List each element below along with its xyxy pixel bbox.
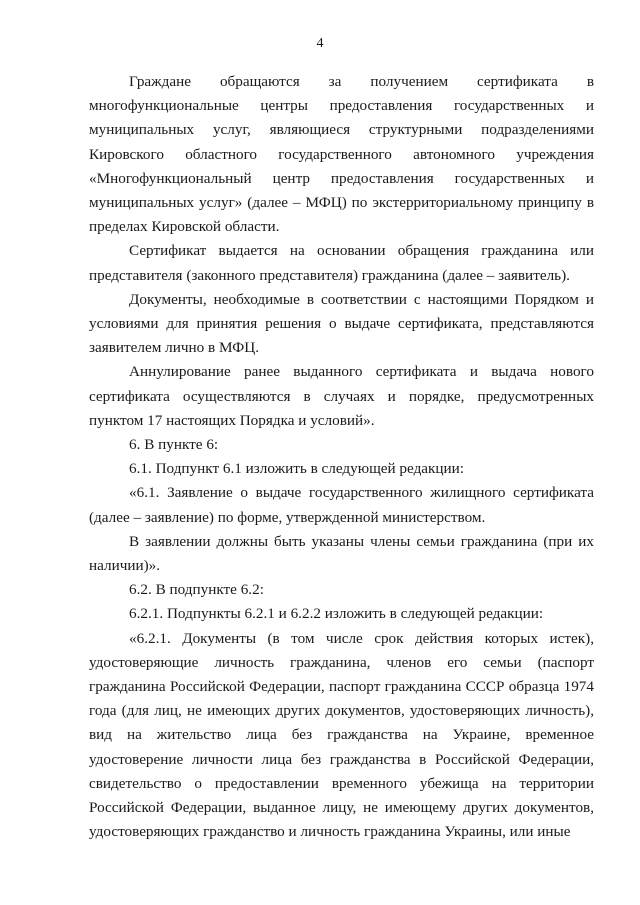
- paragraph: 6. В пункте 6:: [129, 436, 219, 454]
- paragraph: 6.2.1. Подпункты 6.2.1 и 6.2.2 изложить в следующей редакции:: [129, 605, 544, 623]
- paragraph: 6.2. В подпункте 6.2:: [129, 581, 264, 599]
- paragraph: Граждане обращаются за получением сертификата в многофункциональные центры предоставления государственных и муниципальных услуг, являющиеся структурными подразделениями Кировского областного государственного автономного учреждения «Многофункциональный центр предоставления государственных и муниципальных услуг» (далее – МФЦ) по экстерриториальному принципу в пределах Кировской области.: [89, 73, 594, 236]
- paragraph: Аннулирование ранее выданного сертификата и выдача нового сертификата осуществляются в случаях и порядке, предусмотренных пунктом 17 настоящих Порядка и условий».: [89, 363, 594, 429]
- paragraph: «6.1. Заявление о выдаче государственного жилищного сертификата (далее – заявление) по форме, утвержденной министерством.: [89, 484, 594, 526]
- paragraph: Сертификат выдается на основании обращения гражданина или представителя (законного представителя) гражданина (далее – заявитель).: [89, 242, 594, 284]
- paragraph: «6.2.1. Документы (в том числе срок действия которых истек), удостоверяющие личность гражданина, членов его семьи (паспорт гражданина Российской Федерации, паспорт гражданина СССР образца 1974 года (для лиц, не имеющих других документов, удостоверяющих личность), вид на жительство лица без гражданства на Украине, временное удостоверение личности лица без гражданства в Российской Федерации, свидетельство о предоставлении временного убежища на территории Российской Федерации, выданное лицу, не имеющему других документов, удостоверяющих гражданство и личность гражданина Украины, или иные: [89, 629, 594, 841]
- paragraph: 6.1. Подпункт 6.1 изложить в следующей редакции:: [129, 460, 465, 478]
- document-body: [89, 70, 594, 845]
- paragraph: В заявлении должны быть указаны члены семьи гражданина (при их наличии)».: [89, 532, 594, 575]
- page-number: 4: [316, 36, 324, 51]
- paragraph: Документы, необходимые в соответствии с настоящими Порядком и условиями для принятия решения о выдаче сертификата, представляются заявителем лично в МФЦ.: [89, 290, 594, 357]
